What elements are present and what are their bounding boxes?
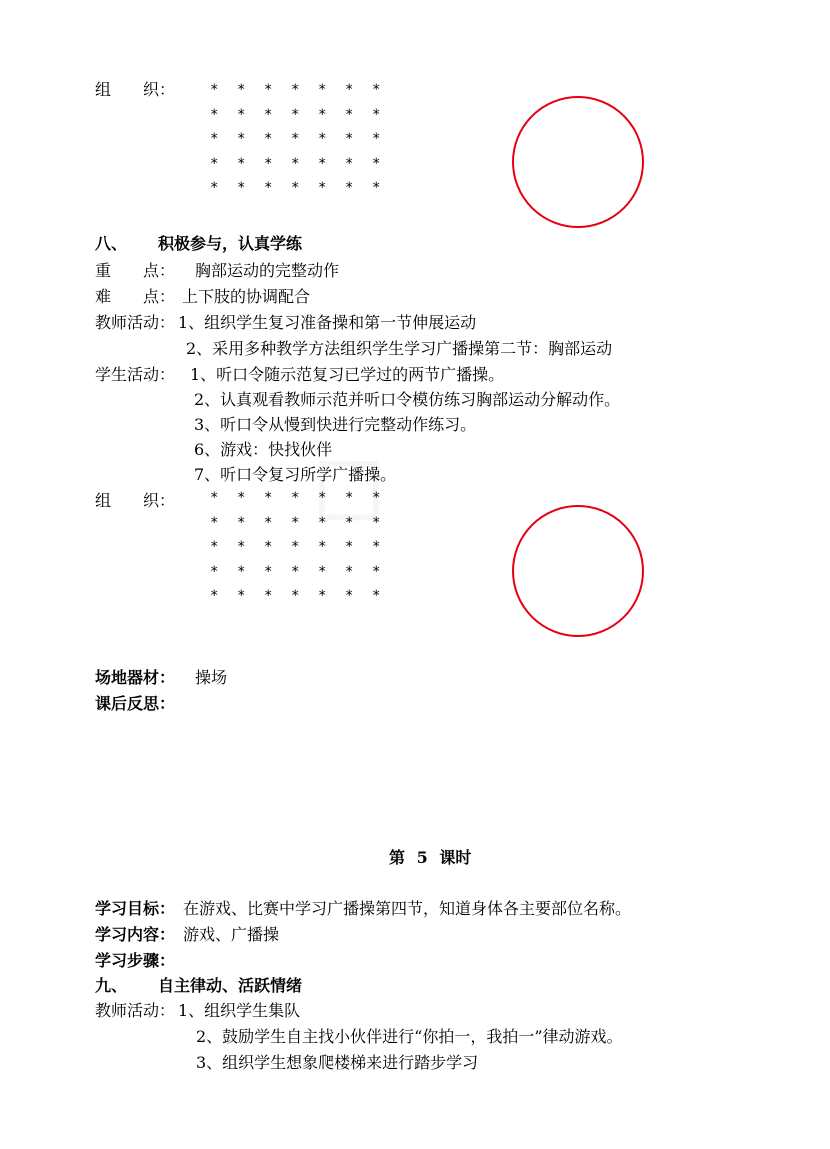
formation-star: * bbox=[318, 588, 327, 604]
formation-star: * bbox=[210, 82, 219, 98]
formation-star: * bbox=[318, 155, 327, 172]
formation-star: * bbox=[237, 588, 246, 604]
formation-row bbox=[210, 78, 399, 103]
formation-star: * bbox=[345, 490, 354, 506]
student-activity-item: 7、听口令复习所学广播操。 bbox=[194, 465, 397, 484]
formation-star: * bbox=[372, 155, 381, 172]
formation-grid-2 bbox=[210, 486, 399, 609]
formation-star: * bbox=[264, 539, 273, 555]
formation-star: * bbox=[318, 131, 327, 147]
formation-star: * bbox=[345, 588, 354, 604]
formation-star: * bbox=[210, 180, 219, 196]
formation-star: * bbox=[372, 563, 381, 580]
formation-star: * bbox=[210, 514, 219, 531]
formation-star: * bbox=[291, 180, 300, 196]
formation-star: * bbox=[264, 131, 273, 147]
formation-star: * bbox=[237, 563, 246, 580]
formation-row bbox=[210, 176, 399, 201]
formation-star: * bbox=[372, 131, 381, 147]
formation-star: * bbox=[318, 563, 327, 580]
learning-steps-label: 学习步骤： bbox=[95, 951, 176, 970]
lesson-title-prefix: 第 bbox=[389, 848, 406, 867]
key-point-label: 重 点： bbox=[95, 261, 176, 280]
formation-star: * bbox=[237, 514, 246, 531]
formation-star: * bbox=[237, 131, 246, 147]
formation-star: * bbox=[210, 155, 219, 172]
formation-star: * bbox=[372, 180, 381, 196]
learning-content-value: 游戏、广播操 bbox=[183, 925, 280, 944]
formation-star: * bbox=[345, 563, 354, 580]
formation-star: * bbox=[291, 106, 300, 123]
student-activity-item: 3、听口令从慢到快进行完整动作练习。 bbox=[194, 415, 477, 434]
formation-star: * bbox=[291, 155, 300, 172]
venue-label: 场地器材： bbox=[95, 668, 176, 687]
formation-row bbox=[210, 560, 399, 585]
lesson-title bbox=[389, 848, 471, 868]
formation-star: * bbox=[210, 106, 219, 123]
formation-star: * bbox=[210, 588, 219, 604]
formation-star: * bbox=[237, 155, 246, 172]
formation-star: * bbox=[345, 106, 354, 123]
formation-star: * bbox=[318, 490, 327, 506]
formation-star: * bbox=[318, 514, 327, 531]
student-activity-item: 6、游戏：快找伙伴 bbox=[194, 440, 333, 459]
formation-row bbox=[210, 152, 399, 177]
learning-content-label: 学习内容： bbox=[95, 925, 176, 944]
formation-star: * bbox=[264, 514, 273, 531]
lesson-title-number: 5 bbox=[416, 848, 428, 867]
formation-star: * bbox=[264, 563, 273, 580]
formation-star: * bbox=[345, 180, 354, 196]
formation-star: * bbox=[372, 490, 381, 506]
teacher-activity-item: 3、组织学生想象爬楼梯来进行踏步学习 bbox=[196, 1053, 479, 1072]
key-point-value: 胸部运动的完整动作 bbox=[195, 261, 340, 280]
teacher-activity-item: 2、采用多种教学方法组织学生学习广播操第二节：胸部运动 bbox=[186, 339, 613, 358]
formation-row bbox=[210, 103, 399, 128]
difficulty-value: 上下肢的协调配合 bbox=[182, 287, 311, 306]
learning-goal-label: 学习目标： bbox=[95, 899, 176, 918]
teacher-activity-item: 1、组织学生复习准备操和第一节伸展运动 bbox=[178, 313, 477, 332]
formation-star: * bbox=[372, 82, 381, 98]
formation-star: * bbox=[372, 514, 381, 531]
formation-star: * bbox=[318, 180, 327, 196]
formation-star: * bbox=[210, 563, 219, 580]
formation-star: * bbox=[291, 539, 300, 555]
formation-star: * bbox=[291, 131, 300, 147]
lesson-title-suffix: 课时 bbox=[439, 848, 472, 867]
formation-star: * bbox=[210, 131, 219, 147]
teacher-activity-item: 1、组织学生集队 bbox=[178, 1001, 301, 1020]
reflection-label: 课后反思： bbox=[95, 694, 176, 713]
formation-star: * bbox=[264, 106, 273, 123]
venue-value: 操场 bbox=[195, 668, 228, 687]
org-label-1: 组 织： bbox=[95, 80, 176, 99]
formation-star: * bbox=[318, 106, 327, 123]
formation-star: * bbox=[291, 82, 300, 98]
formation-star: * bbox=[345, 514, 354, 531]
formation-circle-1 bbox=[512, 96, 644, 228]
formation-row bbox=[210, 584, 399, 609]
formation-star: * bbox=[291, 490, 300, 506]
formation-star: * bbox=[237, 106, 246, 123]
formation-star: * bbox=[264, 82, 273, 98]
formation-circle-2 bbox=[512, 505, 644, 637]
student-activity-item: 1、听口令随示范复习已学过的两节广播操。 bbox=[190, 365, 505, 384]
teacher-activity-label-2: 教师活动： bbox=[95, 1001, 176, 1020]
difficulty-label: 难 点： bbox=[95, 287, 176, 306]
teacher-activity-item: 2、鼓励学生自主找小伙伴进行“你拍一，我拍一”律动游戏。 bbox=[196, 1027, 623, 1046]
formation-star: * bbox=[237, 180, 246, 196]
formation-star: * bbox=[264, 490, 273, 506]
student-activity-item: 2、认真观看教师示范并听口令模仿练习胸部运动分解动作。 bbox=[194, 390, 621, 409]
formation-star: * bbox=[237, 82, 246, 98]
formation-star: * bbox=[210, 490, 219, 506]
formation-star: * bbox=[345, 131, 354, 147]
section-9-number: 九、 bbox=[95, 976, 128, 995]
formation-star: * bbox=[264, 588, 273, 604]
formation-star: * bbox=[372, 106, 381, 123]
formation-star: * bbox=[345, 155, 354, 172]
formation-star: * bbox=[372, 539, 381, 555]
section-9-heading: 自主律动、活跃情绪 bbox=[158, 976, 303, 995]
formation-star: * bbox=[372, 588, 381, 604]
teacher-activity-label: 教师活动： bbox=[95, 313, 176, 332]
formation-star: * bbox=[237, 490, 246, 506]
section-8-heading: 积极参与，认真学练 bbox=[158, 234, 303, 253]
formation-row bbox=[210, 127, 399, 152]
formation-star: * bbox=[264, 180, 273, 196]
formation-row bbox=[210, 486, 399, 511]
formation-grid-1 bbox=[210, 78, 399, 201]
formation-star: * bbox=[291, 588, 300, 604]
section-8-number: 八、 bbox=[95, 234, 128, 253]
formation-row bbox=[210, 511, 399, 536]
formation-star: * bbox=[318, 82, 327, 98]
student-activity-label: 学生活动： bbox=[95, 365, 176, 384]
formation-star: * bbox=[345, 539, 354, 555]
formation-star: * bbox=[210, 539, 219, 555]
formation-star: * bbox=[237, 539, 246, 555]
formation-star: * bbox=[345, 82, 354, 98]
formation-star: * bbox=[264, 155, 273, 172]
formation-star: * bbox=[291, 514, 300, 531]
formation-star: * bbox=[291, 563, 300, 580]
learning-goal-value: 在游戏、比赛中学习广播操第四节，知道身体各主要部位名称。 bbox=[183, 899, 632, 918]
org-label-2: 组 织： bbox=[95, 491, 176, 510]
formation-row bbox=[210, 535, 399, 560]
formation-star: * bbox=[318, 539, 327, 555]
